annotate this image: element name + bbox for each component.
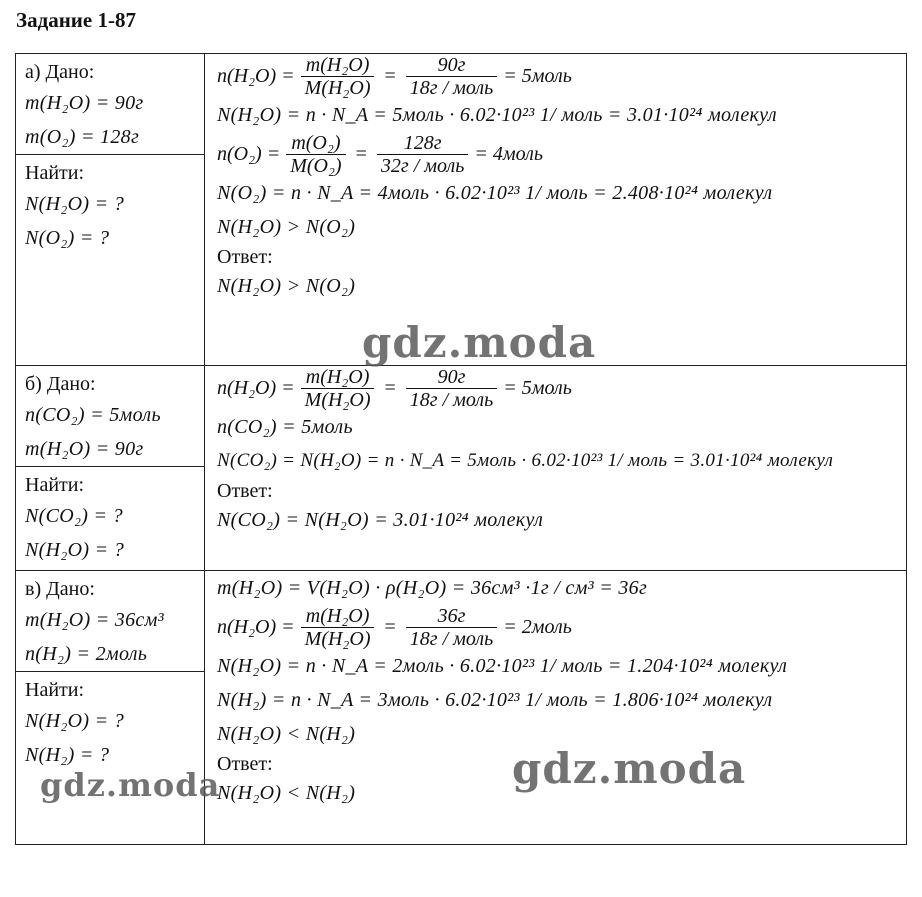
given-item: n(CO₂) = 5моль: [25, 404, 161, 426]
given-cell: [16, 366, 205, 467]
fraction: [406, 605, 497, 650]
eq-sign: =: [384, 615, 396, 638]
find-item: N(H₂O) = ?: [25, 710, 124, 732]
solution-table: [15, 53, 907, 845]
equation-line: N(H₂O) = n · N_A = 5моль · 6.02·10²³ 1/ моль = 3.01·10²⁴ молекул: [217, 104, 777, 126]
eq-sign: =: [384, 376, 396, 399]
fraction-den: M(H₂O): [301, 388, 375, 411]
equation-line: n(CO₂) = 5моль: [217, 416, 353, 438]
equation-line: N(H₂O) = n · N_A = 2моль · 6.02·10²³ 1/ моль = 1.204·10²⁴ молекул: [217, 655, 788, 677]
equation-line: N(H₂O) < N(H₂): [217, 723, 356, 745]
given-cell: [16, 54, 205, 155]
eq-sign: =: [384, 64, 396, 87]
given-cell: [16, 571, 205, 672]
fraction: [286, 132, 345, 177]
fraction: [301, 54, 375, 99]
equation-fraction: [205, 132, 906, 176]
eq-sign: =: [355, 142, 367, 165]
find-item: N(CO₂) = ?: [25, 505, 123, 527]
solution-cell: [205, 571, 907, 845]
part-c-given-row: [16, 571, 907, 672]
given-item: n(H₂) = 2моль: [25, 643, 148, 665]
eq-rhs: = 4моль: [474, 142, 543, 165]
find-cell: [16, 672, 205, 845]
part-b-given-row: [16, 366, 907, 467]
fraction: [377, 132, 468, 177]
find-item: N(H₂) = ?: [25, 744, 110, 766]
answer-line: N(H₂O) < N(H₂): [217, 782, 356, 804]
given-item: m(H₂O) = 90г: [25, 92, 144, 114]
answer-label: Ответ:: [217, 480, 273, 502]
given-item: m(H₂O) = 90г: [25, 438, 144, 460]
equation-line: N(H₂) = n · N_A = 3моль · 6.02·10²³ 1/ моль = 1.806·10²⁴ молекул: [217, 689, 773, 711]
fraction-num: 90г: [437, 365, 466, 388]
eq-rhs: = 2моль: [503, 615, 572, 638]
fraction-den: M(O₂): [286, 154, 345, 177]
fraction-num: m(H₂O): [305, 604, 370, 627]
fraction: [301, 366, 375, 411]
given-header: б) Дано:: [25, 373, 96, 395]
fraction-num: m(H₂O): [305, 53, 370, 76]
fraction-den: 18г / моль: [406, 388, 497, 411]
given-header: в) Дано:: [25, 578, 95, 600]
find-item: N(H₂O) = ?: [25, 193, 124, 215]
equation-line: N(H₂O) > N(O₂): [217, 216, 356, 238]
equation-line: m(H₂O) = V(H₂O) · ρ(H₂O) = 36см³ ·1г / см³ = 36г: [217, 577, 648, 599]
eq-lhs: n(O₂) =: [217, 142, 281, 165]
fraction-num: m(O₂): [291, 131, 341, 154]
answer-label: Ответ:: [217, 246, 273, 268]
fraction-num: m(H₂O): [305, 365, 370, 388]
equation-fraction: [205, 605, 906, 649]
equation-fraction: [205, 366, 906, 410]
fraction-num: 36г: [437, 604, 466, 627]
part-a-given-row: [16, 54, 907, 155]
equation-line: N(CO₂) = N(H₂O) = n · N_A = 5моль · 6.02·10²³ 1/ моль = 3.01·10²⁴ молекул: [217, 450, 834, 471]
answer-line: N(H₂O) > N(O₂): [217, 275, 356, 297]
equation-fraction: [205, 54, 906, 98]
fraction: [406, 366, 497, 411]
find-cell: [16, 155, 205, 366]
fraction-den: 18г / моль: [406, 76, 497, 99]
fraction-den: M(H₂O): [301, 76, 375, 99]
given-header: а) Дано:: [25, 61, 95, 83]
given-item: m(O₂) = 128г: [25, 126, 140, 148]
find-item: N(O₂) = ?: [25, 227, 110, 249]
fraction-den: 18г / моль: [406, 627, 497, 650]
fraction-num: 128г: [403, 131, 442, 154]
watermark: gdz.moda: [40, 766, 221, 804]
find-item: N(H₂O) = ?: [25, 539, 124, 561]
equation-line: N(O₂) = n · N_A = 4моль · 6.02·10²³ 1/ моль = 2.408·10²⁴ молекул: [217, 182, 773, 204]
find-header: Найти:: [25, 474, 85, 496]
watermark: gdz.moda: [512, 744, 747, 793]
eq-lhs: n(H₂O) =: [217, 64, 295, 87]
fraction: [406, 54, 497, 99]
solution-cell: [205, 366, 907, 571]
fraction-den: 32г / моль: [377, 154, 468, 177]
find-header: Найти:: [25, 679, 85, 701]
fraction-num: 90г: [437, 53, 466, 76]
answer-label: Ответ:: [217, 753, 273, 775]
eq-rhs: = 5моль: [503, 64, 572, 87]
given-item: m(H₂O) = 36см³: [25, 609, 164, 631]
eq-lhs: n(H₂O) =: [217, 615, 295, 638]
answer-line: N(CO₂) = N(H₂O) = 3.01·10²⁴ молекул: [217, 509, 544, 531]
find-cell: [16, 467, 205, 571]
page-title: Задание 1-87: [16, 8, 136, 32]
eq-lhs: n(H₂O) =: [217, 376, 295, 399]
watermark: gdz.moda: [362, 318, 597, 367]
fraction-den: M(H₂O): [301, 627, 375, 650]
fraction: [301, 605, 375, 650]
eq-rhs: = 5моль: [503, 376, 572, 399]
find-header: Найти:: [25, 162, 85, 184]
